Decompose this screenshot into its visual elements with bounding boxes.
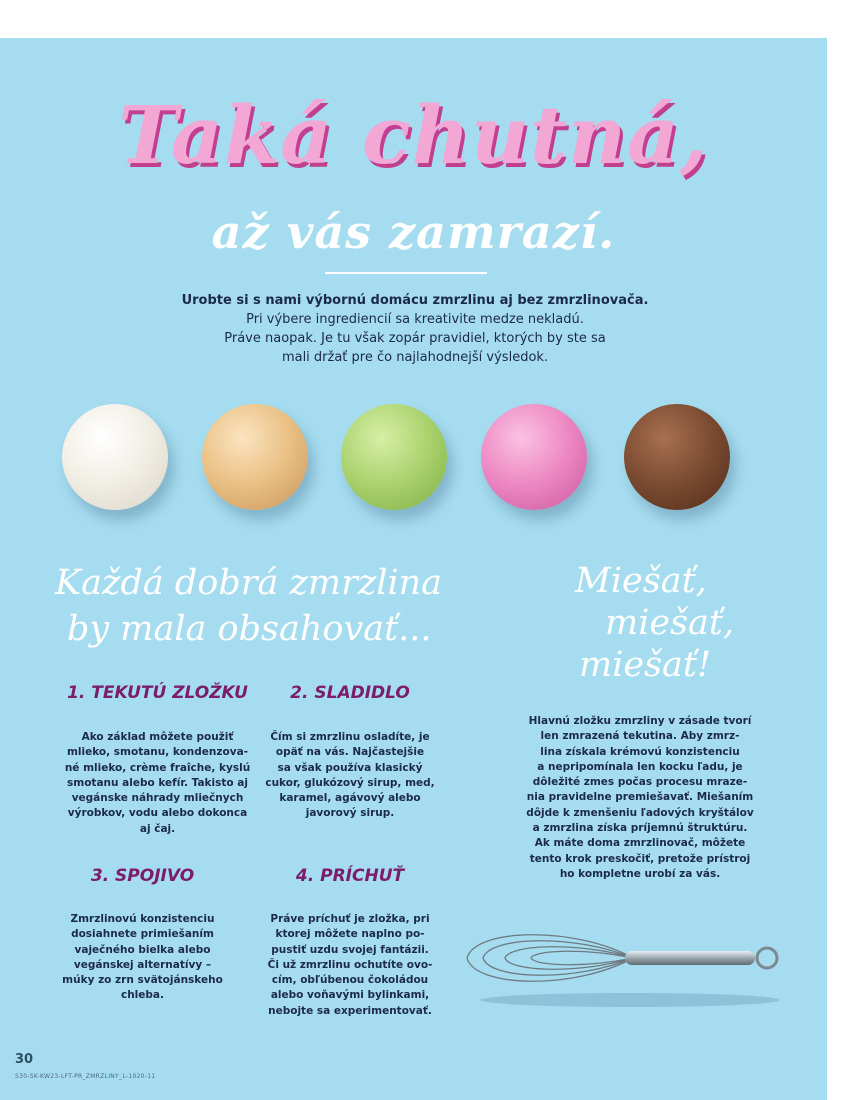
mixing-heading-line: miešať,	[605, 603, 735, 643]
body-line: nia pravidelne premiešavať. Miešaním	[526, 791, 754, 804]
section-title-binder: 3. SPOJIVO	[90, 866, 195, 886]
caramel-scoop-image	[202, 404, 308, 510]
ingredients-heading-line: by mala obsahovať...	[67, 609, 432, 649]
body-line: chleba.	[120, 989, 164, 1002]
title-divider	[325, 272, 487, 274]
body-line: výrobkov, vodu alebo dokonca	[67, 807, 248, 820]
intro-line: Práve naopak. Je tu však zopár pravidiel, ktorých by ste sa	[224, 331, 606, 346]
footer-code: S30-SK-KW23-LFT-PR_ZMRZLINY_L-1020-11	[15, 1073, 156, 1080]
section-body-sweetener	[255, 730, 445, 822]
ingredients-heading-line: Každá dobrá zmrzlina	[55, 563, 443, 603]
body-line: cukor, glukózový sirup, med,	[265, 776, 435, 789]
body-line: dosiahnete primiešaním	[71, 928, 214, 941]
body-line: a zmrzlina získa príjemnú štruktúru.	[532, 822, 748, 835]
pistachio-scoop-image	[341, 404, 447, 510]
mixing-heading-line: miešať!	[579, 645, 712, 685]
body-line: smotanu alebo kefír. Takisto aj	[67, 776, 248, 789]
body-line: Čím si zmrzlinu osladíte, je	[270, 731, 430, 743]
body-line: cím, obľúbenou čokoládou	[271, 974, 429, 987]
body-line: vegánske náhrady mliečnych	[71, 792, 244, 805]
body-line: karamel, agávový alebo	[279, 792, 421, 805]
ingredients-heading	[55, 560, 475, 652]
body-line: Ak máte doma zmrzlinovač, môžete	[534, 837, 746, 850]
section-title-sweetener: 2. SLADIDLO	[290, 683, 410, 703]
body-line: múky zo zrn svätojánskeho	[62, 974, 223, 987]
body-line: nebojte sa experimentovať.	[268, 1004, 432, 1017]
body-line: Ako základ môžete použiť	[81, 731, 234, 743]
page-number: 30	[15, 1052, 34, 1067]
body-line: tento krok preskočiť, pretože prístroj	[529, 852, 751, 865]
body-line: ktorej môžete naplno po-	[275, 928, 425, 941]
body-line: vaječného bielka alebo	[74, 943, 211, 956]
body-line: né mlieko, crème fraîche, kyslú	[64, 761, 251, 774]
section-body-binder	[45, 912, 240, 1004]
section-title-flavor: 4. PRÍCHUŤ	[295, 866, 405, 886]
mixing-heading-line: Miešať,	[575, 561, 707, 601]
body-line: Práve príchuť je zložka, pri	[270, 913, 430, 925]
page-subtitle: až vás zamrazí.	[211, 205, 616, 259]
body-line: sa však používa klasický	[277, 761, 423, 774]
body-line: lina získala krémovú konzistenciu	[540, 745, 740, 758]
mixing-heading	[575, 560, 795, 686]
intro-line: mali držať pre čo najlahodnejší výsledok.	[281, 350, 549, 365]
body-line: len zmrazená tekutina. Aby zmrz-	[540, 730, 740, 743]
body-line: a nepripomínala len kocku ľadu, je	[537, 760, 743, 773]
body-line: Hlavnú zložku zmrzliny v zásade tvorí	[528, 715, 752, 727]
body-line: Či už zmrzlinu ochutíte ovo-	[267, 958, 433, 971]
body-line: mlieko, smotanu, kondenzova-	[66, 746, 249, 759]
body-line: dôležité zmes počas procesu mraze-	[532, 776, 748, 789]
page-title: Taká chutná,	[118, 88, 709, 182]
vanilla-scoop-image	[62, 404, 168, 510]
body-line: Zmrzlinovú konzistenciu	[70, 913, 215, 925]
body-line: ho kompletne urobí za vás.	[559, 867, 721, 880]
body-line: opäť na vás. Najčastejšie	[275, 746, 425, 759]
body-line: dôjde k zmenšeniu ľadových kryštálov	[526, 806, 754, 819]
section-body-liquid	[55, 730, 260, 837]
intro-line: Pri výbere ingrediencií sa kreativite medze nekladú.	[246, 312, 584, 327]
berry-scoop-image	[481, 404, 587, 510]
whisk-icon	[455, 918, 790, 1018]
section-title-liquid: 1. TEKUTÚ ZLOŽKU	[67, 683, 248, 703]
chocolate-scoop-image	[624, 404, 730, 510]
body-line: aj čaj.	[139, 822, 176, 835]
body-line: pustiť uzdu svojej fantázii.	[271, 943, 429, 956]
intro-text	[120, 291, 710, 367]
intro-lead: Urobte si s nami výbornú domácu zmrzlinu aj bez zmrzlinovača.	[181, 293, 649, 308]
mixing-body	[515, 714, 765, 882]
body-line: javorový sirup.	[305, 807, 395, 820]
section-body-flavor	[250, 912, 450, 1019]
body-line: alebo voňavými bylinkami,	[270, 989, 430, 1002]
body-line: vegánskej alternatívy –	[73, 958, 212, 971]
